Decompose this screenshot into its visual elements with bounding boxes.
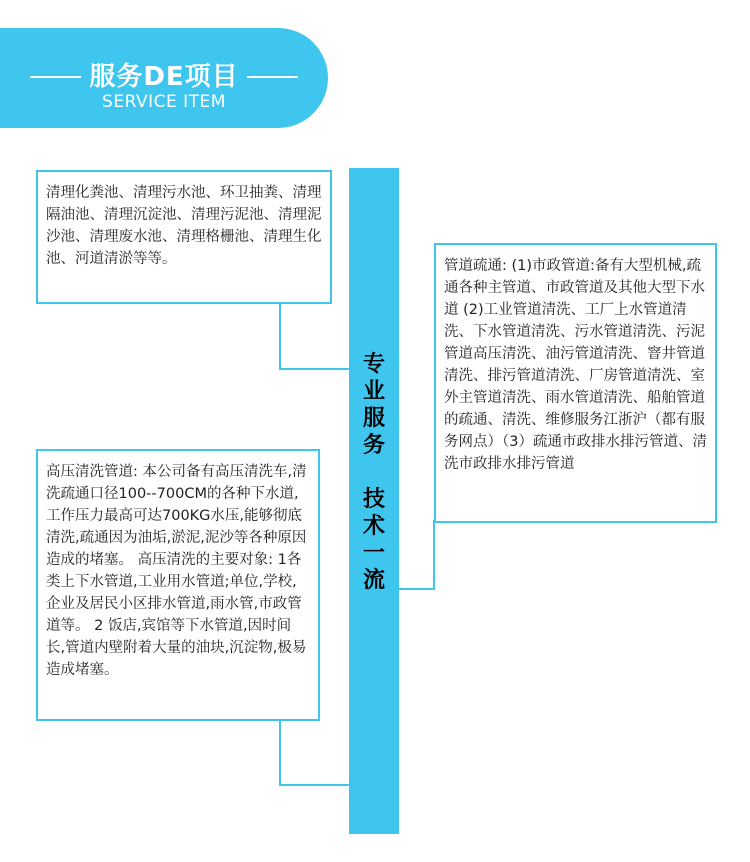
- service-box-tanks-text: 清理化粪池、清理污水池、环卫抽粪、清理隔油池、清理沉淀池、清理污泥池、清理泥沙池、清理废水池、清理格栅池、清理生化池、河道清淤等等。: [46, 185, 322, 267]
- header-subtitle: SERVICE ITEM: [102, 92, 226, 112]
- header-banner: [0, 28, 328, 128]
- service-box-high-pressure: [36, 449, 320, 721]
- spine-slogan: 专 业 服 务 技 术 一 流: [362, 352, 385, 593]
- service-box-tanks: [36, 170, 332, 304]
- service-box-pipe-dredging-text: 管道疏通: (1)市政管道:备有大型机械,疏通各种主管道、市政管道及其他大型下水道 (2)工业管道清洗、工厂上水管道清洗、下水管道清洗、污水管道清洗、污泥管道高压清洗、油污管道清洗、窨井管道清洗、排污管道清洗、厂房管道清洗、室外主管道清洗、雨水管道清洗、船舶管道的疏通、清洗、维修服务江浙沪（都有服务网点）（3）疏通市政排水排污管道、清洗市政排水排污管道: [444, 258, 707, 472]
- connector-top-left-vertical: [279, 302, 281, 370]
- connector-bottom-left-horizontal: [279, 784, 351, 786]
- connector-bottom-left-vertical: [279, 720, 281, 786]
- connector-right-horizontal: [398, 588, 435, 590]
- connector-right-vertical: [433, 520, 435, 590]
- service-box-high-pressure-text: 高压清洗管道: 本公司备有高压清洗车,清洗疏通口径100--700CM的各种下水道,工作压力最高可达700KG水压,能够彻底清洗,疏通因为油垢,淤泥,泥沙等各种原因造成的堵塞。 高压清洗的主要对象: 1各类上下水管道,工业用水管道;单位,学校,企业及居民小区排水管道,雨水管,市政管道等。 2 饭店,宾馆等下水管道,因时间长,管道内壁附着大量的油块,沉淀物,极易造成堵塞。: [46, 464, 307, 678]
- connector-top-left-horizontal: [279, 368, 351, 370]
- service-box-pipe-dredging: [434, 243, 717, 523]
- header-title: 服务DE项目: [0, 56, 328, 93]
- center-spine: [349, 168, 399, 834]
